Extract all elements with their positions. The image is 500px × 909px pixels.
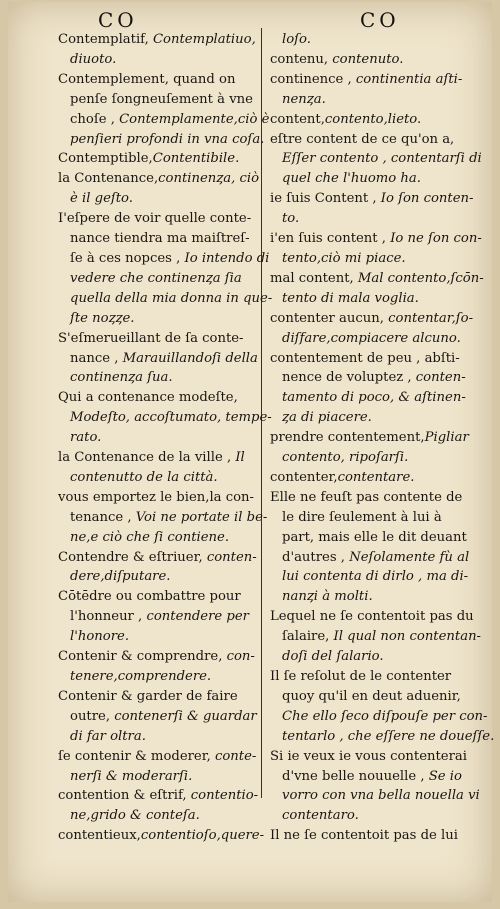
- french-text: contentieux,: [58, 828, 141, 844]
- text-line: [270, 468, 470, 488]
- text-line: [58, 647, 256, 667]
- text-line: [270, 488, 470, 508]
- french-text: mal content,: [270, 270, 358, 286]
- french-text: Contemptible,: [58, 151, 153, 167]
- italian-text: contentar,ſo-: [388, 310, 474, 326]
- text-line: [270, 786, 480, 806]
- text-line: [58, 90, 256, 110]
- text-line: [58, 189, 256, 209]
- italian-text: rato.: [70, 430, 102, 446]
- italian-text: Neſolamente fù al: [349, 549, 470, 565]
- french-text: d'vne belle nouuelle ,: [282, 768, 429, 784]
- text-line: [270, 309, 474, 329]
- italian-text: Modeſto, accoſtumato, tempe-: [70, 410, 272, 426]
- italian-text: nenȥa.: [282, 91, 326, 107]
- text-line: [58, 767, 256, 787]
- french-text: S'eſmerueillant de ſa conte-: [58, 330, 244, 346]
- text-line: [270, 727, 495, 747]
- text-line: [270, 627, 482, 647]
- italian-text: contento,lieto.: [324, 111, 422, 127]
- italian-text: contentaro.: [282, 808, 359, 824]
- italian-text: conten-: [415, 370, 466, 386]
- text-line: [58, 169, 260, 189]
- italian-text: ſte noȥȥe.: [70, 310, 135, 326]
- italian-text: diuoto.: [70, 51, 117, 67]
- page-header: [8, 8, 492, 30]
- text-line: [270, 289, 470, 309]
- text-line: [270, 587, 470, 607]
- italian-text: contenerſi & guardar: [114, 708, 257, 724]
- text-line: [270, 806, 470, 826]
- french-text: l'honneur ,: [70, 609, 147, 625]
- italian-text: loſo.: [282, 32, 311, 47]
- italian-text: tamento di poco, & aſtinen-: [282, 390, 466, 406]
- french-text: continence ,: [270, 71, 356, 87]
- french-text: Contendre & eſtriuer,: [58, 549, 207, 565]
- text-line: [58, 488, 256, 508]
- text-line: [58, 209, 256, 229]
- text-line: [270, 169, 470, 189]
- text-line: [270, 249, 470, 269]
- italian-text: continentia aſti-: [355, 71, 463, 87]
- text-line: [270, 110, 470, 130]
- text-line: [270, 528, 470, 548]
- text-line: [58, 110, 270, 130]
- italian-text: penſieri profondi in vna coſa.: [70, 131, 265, 147]
- italian-text: continenȥa ſua.: [70, 370, 173, 386]
- french-text: contenu,: [270, 51, 333, 67]
- italian-text: ne,grido & conteſa.: [70, 808, 200, 824]
- text-line: [270, 767, 470, 787]
- italian-text: tento di mala voglia.: [282, 290, 419, 306]
- italian-text: Che ello ſeco diſpouſe per con-: [282, 708, 488, 724]
- text-line: [270, 90, 470, 110]
- text-line: [270, 329, 470, 349]
- text-line: [58, 388, 256, 408]
- italian-text: vorro con vna bella nouella vi: [282, 788, 480, 804]
- text-line: [270, 149, 482, 169]
- french-text: contenter aucun,: [270, 310, 389, 326]
- french-text: tenance ,: [70, 509, 136, 525]
- italian-text: Contemplatiuo,: [152, 32, 256, 47]
- french-text: I'eſpere de voir quelle conte-: [58, 211, 252, 227]
- text-line: [58, 567, 256, 587]
- text-line: [58, 707, 256, 727]
- french-text: nence de voluptez ,: [282, 370, 416, 386]
- french-text: content,: [270, 111, 325, 127]
- french-text: contention & eſtrif,: [58, 788, 191, 804]
- text-line: [270, 229, 482, 249]
- left-column: [58, 30, 273, 846]
- running-head-left: CO: [98, 8, 138, 32]
- italian-text: Il qual non contentan-: [333, 629, 482, 645]
- text-line: [58, 806, 256, 826]
- text-line: [270, 388, 470, 408]
- italian-text: lui contenta di dirlo , ma di-: [282, 569, 469, 585]
- text-line: [270, 428, 470, 448]
- text-line: [270, 567, 470, 587]
- text-line: [270, 826, 470, 846]
- italian-text: Eſſer contento , contentarſi di: [282, 151, 482, 167]
- text-line: [270, 269, 484, 289]
- italian-text: tenere,comprendere.: [70, 669, 212, 684]
- text-line: [270, 408, 470, 428]
- text-line: [58, 687, 256, 707]
- french-text: ſalaire,: [282, 629, 334, 645]
- italian-text: tentarlo , che eſſere ne doueſſe.: [282, 728, 495, 744]
- text-line: [58, 667, 256, 687]
- italian-text: Io ſon conten-: [380, 191, 474, 207]
- italian-text: Marauillandoſi della: [122, 350, 258, 366]
- italian-text: Il: [235, 450, 245, 466]
- french-text: ie ſuis Content ,: [270, 191, 381, 207]
- text-line: [58, 269, 256, 289]
- text-line: [270, 607, 474, 627]
- italian-text: conten-: [206, 549, 257, 565]
- italian-text: ȥa di piacere.: [282, 410, 372, 426]
- text-line: [58, 448, 256, 468]
- french-text: quoy qu'il en deut aduenir,: [282, 688, 461, 704]
- italian-text: Contemplamente,ciò è: [119, 111, 270, 127]
- italian-text: Voi ne portate il be-: [135, 509, 268, 525]
- text-line: [58, 149, 256, 169]
- italian-text: continenȥa, ciò: [158, 171, 260, 187]
- text-line: [58, 826, 265, 846]
- italian-text: tento,ciò mi piace.: [282, 250, 406, 266]
- text-line: [270, 707, 488, 727]
- text-line: [58, 50, 256, 70]
- italian-text: conte-: [214, 748, 257, 764]
- running-head-right: CO: [360, 8, 400, 32]
- french-text: nance ,: [70, 350, 123, 366]
- french-text: part, mais elle le dit deuant: [282, 529, 467, 545]
- text-line: [270, 209, 470, 229]
- french-text: outre,: [70, 708, 115, 724]
- text-line: [58, 249, 270, 269]
- french-text: Si ie veux ie vous contenterai: [270, 748, 467, 764]
- italian-text: Mal contento,ſcōn-: [357, 270, 484, 286]
- french-text: contenter,: [270, 469, 338, 485]
- text-line: [58, 229, 256, 249]
- text-line: [58, 349, 256, 369]
- french-text: Contenir & comprendre,: [58, 649, 227, 665]
- text-line: [58, 607, 256, 627]
- french-text: contentement de peu , abſti-: [270, 350, 460, 366]
- text-line: [270, 368, 470, 388]
- text-line: [58, 548, 256, 568]
- italian-text: quel che l'huomo ha.: [282, 171, 421, 187]
- french-text: vous emportez le bien,la con-: [58, 489, 254, 505]
- text-line: [58, 329, 256, 349]
- right-column: [270, 30, 495, 846]
- text-line: [58, 30, 256, 50]
- italian-text: dere,diſputare.: [70, 569, 171, 585]
- text-line: [58, 408, 272, 428]
- italian-text: contendere per: [146, 609, 249, 625]
- italian-text: to.: [282, 211, 300, 227]
- french-text: penſe ſongneuſement à vne: [70, 91, 253, 107]
- text-line: [270, 30, 470, 50]
- french-text: Cōtēdre ou combattre pour: [58, 589, 241, 605]
- text-line: [58, 786, 259, 806]
- italian-text: contentare.: [337, 469, 415, 485]
- text-line: [58, 309, 256, 329]
- french-text: i'en ſuis content ,: [270, 231, 391, 247]
- text-line: [58, 468, 256, 488]
- italian-text: contento, ripoſarſi.: [282, 450, 409, 466]
- italian-text: con-: [226, 649, 255, 665]
- italian-text: diſfare,compiacere alcuno.: [282, 330, 461, 346]
- text-line: [270, 130, 470, 150]
- french-text: Contemplatif,: [58, 32, 153, 47]
- text-line: [58, 428, 256, 448]
- italian-text: nerſi & moderarſi.: [70, 768, 193, 784]
- french-text: nance tiendra ma maiſtreſ-: [70, 231, 250, 247]
- french-text: Lequel ne ſe contentoit pas du: [270, 609, 474, 625]
- text-line: [58, 727, 256, 747]
- french-text: choſe ,: [70, 111, 120, 127]
- text-line: [270, 349, 470, 369]
- french-text: le dire ſeulement à lui à: [282, 509, 442, 525]
- italian-text: contentioſo,quere-: [140, 828, 265, 844]
- italian-text: nanȥi à molti.: [282, 589, 373, 605]
- italian-text: contenuto.: [332, 51, 404, 67]
- italian-text: Pigliar: [424, 430, 469, 446]
- text-line: [58, 587, 256, 607]
- text-line: [270, 687, 470, 707]
- italian-text: doſi del ſalario.: [282, 649, 384, 665]
- text-line: [270, 548, 470, 568]
- italian-text: Io intendo di: [184, 250, 270, 266]
- french-text: eſtre content de ce qu'on a,: [270, 131, 455, 147]
- french-text: d'autres ,: [282, 549, 350, 565]
- french-text: prendre contentement,: [270, 430, 425, 446]
- text-line: [58, 368, 256, 388]
- italian-text: Io ne ſon con-: [390, 231, 482, 247]
- text-line: [270, 508, 470, 528]
- text-line: [58, 627, 256, 647]
- italian-text: Contentibile.: [152, 151, 240, 167]
- french-text: ſe contenir & moderer,: [58, 748, 215, 764]
- text-line: [270, 747, 470, 767]
- italian-text: è il geſto.: [70, 191, 133, 207]
- text-line: [58, 508, 268, 528]
- text-line: [270, 70, 470, 90]
- italian-text: Se io: [428, 768, 462, 784]
- italian-text: l'honore.: [70, 629, 130, 645]
- french-text: Contemplement, quand on: [58, 71, 236, 87]
- italian-text: contentio-: [190, 788, 259, 804]
- french-text: Il ne ſe contentoit pas de lui: [270, 828, 458, 844]
- text-line: [270, 647, 470, 667]
- book-page: [8, 2, 495, 902]
- french-text: Il ſe reſolut de le contenter: [270, 669, 452, 684]
- french-text: ſe à ces nopces ,: [70, 250, 185, 266]
- text-line: [58, 130, 265, 150]
- text-line: [270, 189, 474, 209]
- french-text: la Contenance,: [58, 171, 159, 187]
- italian-text: di far oltra.: [70, 728, 146, 744]
- italian-text: vedere che continenȥa ſia: [70, 270, 242, 286]
- text-line: [270, 448, 470, 468]
- text-line: [270, 667, 470, 687]
- french-text: Qui a contenance modeſte,: [58, 390, 238, 406]
- text-line: [58, 289, 273, 309]
- text-line: [58, 70, 256, 90]
- text-line: [58, 747, 256, 767]
- italian-text: contenutto de la città.: [70, 469, 218, 485]
- french-text: la Contenance de la ville ,: [58, 450, 236, 466]
- text-line: [58, 528, 256, 548]
- french-text: Elle ne feuſt pas contente de: [270, 489, 463, 505]
- french-text: Contenir & garder de faire: [58, 688, 238, 704]
- italian-text: quella della mia donna in que-: [70, 290, 273, 306]
- italian-text: ne,e ciò che ſi contiene.: [70, 529, 230, 545]
- text-line: [270, 50, 470, 70]
